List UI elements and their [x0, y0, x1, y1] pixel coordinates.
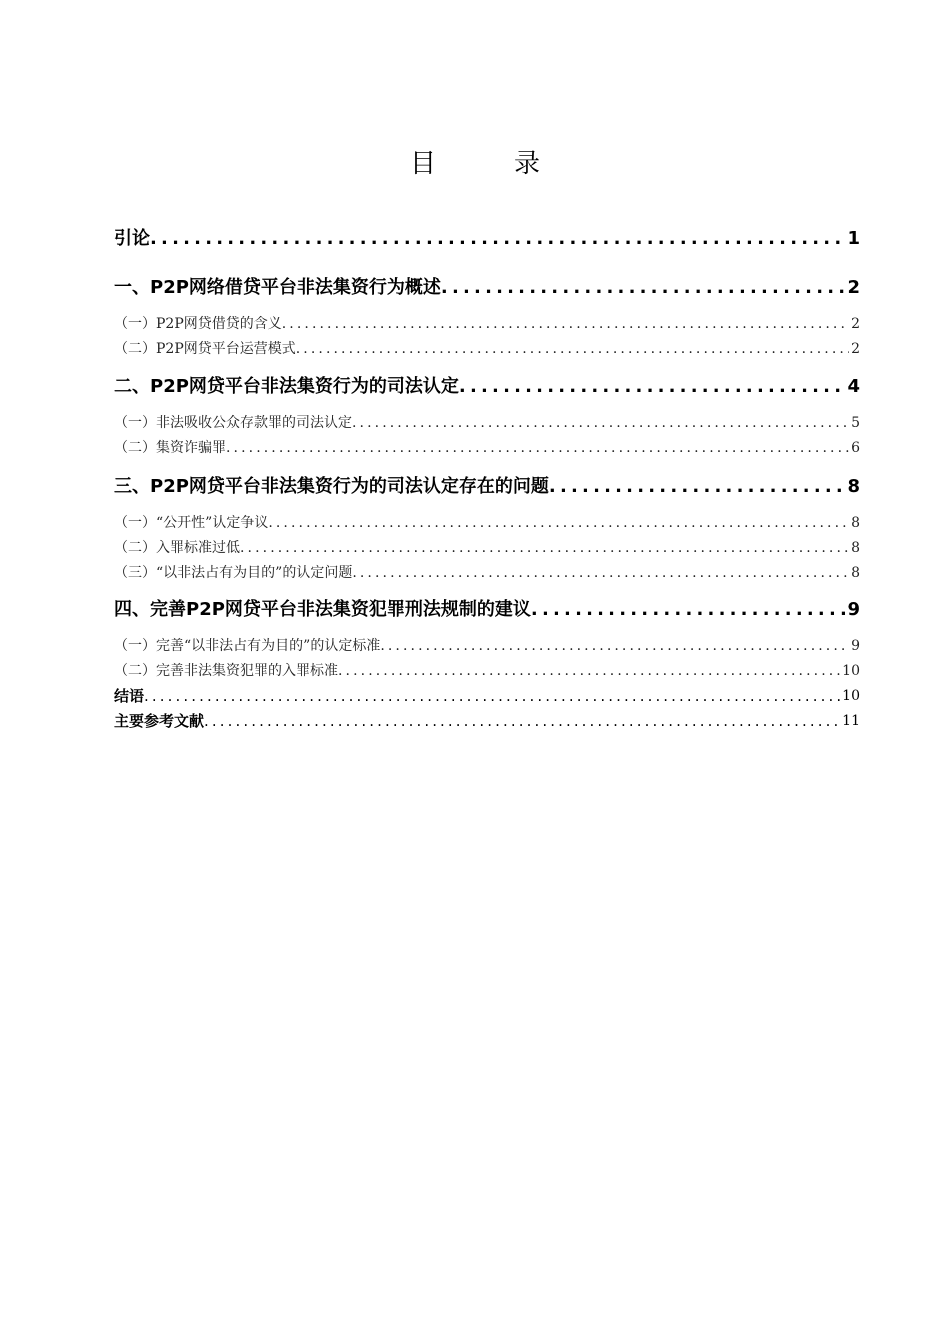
- dot-leader: [240, 538, 849, 558]
- toc-entry-label: （一）“公开性”认定争议: [114, 515, 269, 531]
- toc-entry-label: （二）集资诈骗罪: [114, 440, 226, 456]
- dot-leader: [338, 661, 840, 681]
- toc-entry-section-2-2[interactable]: [114, 438, 860, 458]
- toc-entry-page: 2: [847, 277, 860, 298]
- dot-leader: [204, 710, 840, 732]
- toc-entry-section-2-1[interactable]: [114, 413, 860, 433]
- toc-entry-label: 三、P2P网贷平台非法集资行为的司法认定存在的问题: [114, 476, 549, 497]
- toc-entry-label: （一）P2P网贷借贷的含义: [114, 316, 282, 332]
- toc-entry-chapter-2[interactable]: [114, 374, 860, 400]
- toc-entry-label: 二、P2P网贷平台非法集资行为的司法认定: [114, 376, 459, 397]
- toc-entry-label: （三）“以非法占有为目的”的认定问题: [114, 565, 353, 581]
- dot-leader: [352, 413, 849, 433]
- toc-entry-chapter-4[interactable]: [114, 597, 860, 623]
- toc-entry-label: 主要参考文献: [114, 712, 205, 730]
- toc-entry-references[interactable]: [114, 710, 860, 732]
- dot-leader: [352, 563, 849, 583]
- toc-entry-section-3-3[interactable]: [114, 563, 860, 583]
- toc-entry-label: （一）非法吸收公众存款罪的司法认定: [114, 415, 352, 431]
- toc-entry-section-1-2[interactable]: [114, 339, 860, 359]
- toc-entry-label: （二）完善非法集资犯罪的入罪标准: [114, 663, 338, 679]
- toc-entry-section-1-1[interactable]: [114, 314, 860, 334]
- toc-entry-section-3-2[interactable]: [114, 538, 860, 558]
- toc-entry-page: 10: [842, 688, 860, 704]
- toc-entry-label: （一）完善“以非法占有为目的”的认定标准: [114, 638, 381, 654]
- dot-leader: [144, 685, 840, 707]
- toc-entry-page: 2: [851, 341, 860, 357]
- dot-leader: [296, 339, 849, 359]
- toc-entry-page: 9: [847, 599, 860, 620]
- dot-leader: [150, 226, 845, 252]
- dot-leader: [380, 636, 849, 656]
- toc-entry-section-4-2[interactable]: [114, 661, 860, 681]
- dot-leader: [268, 513, 849, 533]
- toc-entry-label: 四、完善P2P网贷平台非法集资犯罪刑法规制的建议: [114, 599, 531, 620]
- toc-entry-chapter-1[interactable]: [114, 275, 860, 301]
- toc-entry-label: 一、P2P网络借贷平台非法集资行为概述: [114, 277, 441, 298]
- toc-entry-section-3-1[interactable]: [114, 513, 860, 533]
- toc-entry-section-4-1[interactable]: [114, 636, 860, 656]
- toc-entry-page: 8: [851, 540, 860, 556]
- toc-entry-label: 结语: [114, 687, 145, 705]
- toc-entry-page: 8: [851, 515, 860, 531]
- dot-leader: [226, 438, 849, 458]
- toc-entry-page: 4: [847, 376, 860, 397]
- toc-title: 目 录: [409, 149, 566, 179]
- dot-leader: [441, 275, 846, 301]
- toc-entry-page: 9: [851, 638, 860, 654]
- toc-entry-chapter-3[interactable]: [114, 474, 860, 500]
- toc-entry-conclusion[interactable]: [114, 685, 860, 707]
- dot-leader: [459, 374, 846, 400]
- toc-entry-label: 引论: [114, 228, 150, 249]
- toc-entry-page: 8: [851, 565, 860, 581]
- toc-entry-page: 11: [842, 713, 860, 729]
- dot-leader: [282, 314, 849, 334]
- toc-entry-label: （二）P2P网贷平台运营模式: [114, 341, 296, 357]
- toc-entry-page: 1: [847, 228, 860, 249]
- toc-entry-page: 8: [847, 476, 860, 497]
- dot-leader: [549, 474, 846, 500]
- toc-entry-page: 10: [842, 663, 860, 679]
- toc-entry-label: （二）入罪标准过低: [114, 540, 240, 556]
- toc-entry-page: 5: [851, 415, 860, 431]
- toc-entry-page: 2: [851, 316, 860, 332]
- dot-leader: [531, 597, 846, 623]
- toc-entry-introduction[interactable]: [114, 226, 860, 252]
- toc-entry-page: 6: [851, 440, 860, 456]
